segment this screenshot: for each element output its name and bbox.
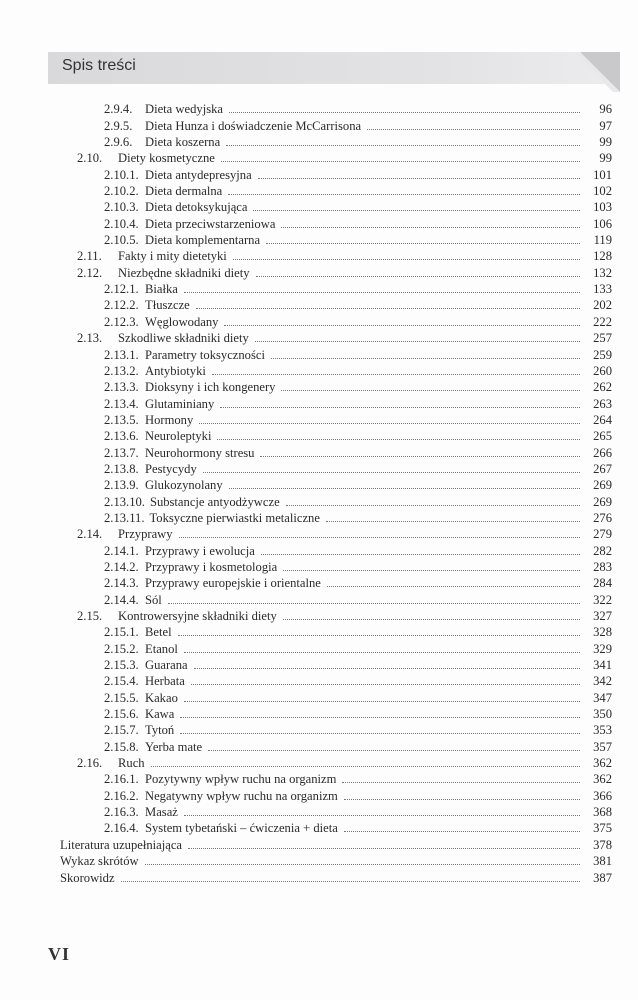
toc-entry-page: 322 [593, 592, 612, 607]
toc-entry [60, 786, 612, 802]
toc-dot-leader [342, 781, 580, 783]
toc-entry [60, 263, 612, 279]
toc-entry-number: 2.13.8. [104, 461, 139, 476]
toc-entry [60, 247, 612, 263]
toc-dot-leader [327, 585, 580, 587]
toc-entry [60, 149, 612, 165]
toc-dot-leader [224, 324, 580, 326]
toc-entry-number: 2.13.11. [104, 510, 145, 525]
toc-dot-leader [228, 193, 580, 195]
toc-entry-number: 2.16. [77, 756, 103, 771]
toc-entry-number: 2.12. [77, 265, 103, 280]
toc-entry-page: 97 [599, 118, 612, 133]
toc-entry-number: 2.16.4. [104, 821, 139, 836]
toc-entry-title: Tytoń [145, 723, 175, 738]
toc-entry-page: 132 [593, 265, 612, 280]
toc-dot-leader [344, 798, 580, 800]
toc-dot-leader [203, 471, 580, 473]
toc-entry-number: 2.15.7. [104, 723, 139, 738]
toc-entry-title: Kontrowersyjne składniki diety [118, 609, 277, 623]
toc-entry-title: Substancje antyodżywcze [149, 494, 280, 509]
toc-entry-number: 2.13.7. [104, 445, 139, 460]
page-header-title: Spis treści [62, 57, 136, 74]
toc-entry-title: Dieta komplementarna [145, 233, 261, 248]
toc-dot-leader [258, 177, 580, 179]
toc-entry-title: Pestycydy [145, 461, 197, 476]
toc-entry-page: 259 [593, 347, 612, 362]
toc-entry [60, 312, 612, 328]
toc-dot-leader [212, 373, 580, 375]
toc-dot-leader [188, 847, 580, 849]
toc-dot-leader [221, 160, 580, 162]
toc-entry-number: 2.9.6. [104, 135, 133, 150]
toc-entry-title: Neuroleptyki [145, 429, 212, 444]
toc-dot-leader [261, 553, 580, 555]
toc-entry-number: 2.13. [77, 331, 103, 346]
toc-entry-number: 2.13.3. [104, 380, 139, 395]
toc-entry-number: 2.15. [77, 609, 103, 623]
toc-entry-title: Neurohormony stresu [145, 445, 255, 460]
toc-dot-leader [233, 258, 580, 260]
toc-entry-number: 2.11. [77, 249, 102, 264]
toc-entry-title: Kakao [145, 690, 178, 705]
toc-entry-title: Betel [145, 625, 172, 640]
toc-entry [60, 541, 612, 557]
toc-entry-page: 222 [593, 314, 612, 329]
toc-entry-page: 99 [599, 151, 612, 166]
toc-entry-page: 128 [593, 249, 612, 264]
toc-entry [60, 509, 612, 525]
toc-dot-leader [281, 389, 580, 391]
toc-entry-title: Przyprawy i ewolucja [145, 543, 255, 558]
toc-dot-leader [180, 732, 580, 734]
toc-dot-leader [217, 438, 580, 440]
toc-entry [60, 100, 612, 116]
toc-entry-title: System tybetański – ćwiczenia + dieta [145, 821, 338, 836]
toc-entry-number: 2.16.1. [104, 772, 139, 787]
toc-dot-leader [286, 504, 580, 506]
toc-entry-title: Dieta dermalna [145, 184, 223, 199]
table-of-contents [60, 100, 612, 885]
toc-entry-page: 283 [593, 559, 612, 574]
toc-entry-number: 2.10. [77, 151, 103, 166]
toc-entry-page: 341 [593, 658, 612, 673]
toc-dot-leader [184, 700, 580, 702]
toc-entry [60, 394, 612, 410]
toc-entry-number: 2.13.1. [104, 347, 139, 362]
toc-entry-page: 329 [593, 641, 612, 656]
toc-entry [60, 492, 612, 508]
toc-entry [60, 411, 612, 427]
toc-entry-page: 375 [593, 821, 612, 836]
toc-entry-number: 2.13.10. [104, 494, 145, 509]
toc-entry-page: 350 [593, 707, 612, 722]
toc-entry [60, 558, 612, 574]
toc-entry-number: 2.15.5. [104, 690, 139, 705]
toc-entry [60, 574, 612, 590]
toc-dot-leader [281, 226, 580, 228]
toc-dot-leader [283, 618, 580, 620]
toc-entry [60, 329, 612, 345]
toc-entry [60, 525, 612, 541]
toc-dot-leader [184, 814, 580, 816]
toc-entry-title: Fakty i mity dietetyki [118, 249, 227, 264]
toc-entry-page: 96 [599, 102, 612, 117]
toc-entry-number: 2.10.3. [104, 200, 139, 215]
toc-entry-page: 99 [599, 135, 612, 150]
toc-entry-title: Przyprawy [118, 527, 173, 542]
toc-entry-title: Dieta Hunza i doświadczenie McCarrisona [145, 118, 362, 133]
toc-dot-leader [145, 863, 580, 865]
toc-entry-number: 2.14.4. [104, 592, 139, 607]
toc-entry-number: 2.12.1. [104, 282, 139, 297]
toc-dot-leader [271, 357, 580, 359]
toc-entry-number: 2.15.6. [104, 707, 139, 722]
toc-entry [60, 688, 612, 704]
toc-entry-number: 2.16.3. [104, 805, 139, 820]
toc-dot-leader [184, 291, 580, 293]
toc-entry-title: Skorowidz [60, 870, 115, 885]
toc-entry-page: 353 [593, 723, 612, 738]
toc-entry-page: 362 [593, 772, 612, 787]
toc-entry-page: 284 [593, 576, 612, 591]
toc-entry-title: Pozytywny wpływ ruchu na organizm [145, 772, 337, 787]
toc-entry [60, 737, 612, 753]
toc-entry-page: 101 [593, 167, 612, 182]
toc-entry-number: 2.13.4. [104, 396, 139, 411]
toc-entry-page: 327 [593, 609, 612, 623]
toc-entry-page: 368 [593, 805, 612, 820]
toc-entry-number: 2.14.1. [104, 543, 139, 558]
toc-entry-title: Antybiotyki [145, 363, 206, 378]
toc-entry [60, 133, 612, 149]
toc-entry-page: 257 [593, 331, 612, 346]
toc-dot-leader [184, 651, 580, 653]
toc-entry-number: 2.15.3. [104, 658, 139, 673]
toc-entry-page: 282 [593, 543, 612, 558]
toc-entry [60, 672, 612, 688]
toc-entry-number: 2.13.5. [104, 412, 139, 427]
toc-dot-leader [367, 128, 580, 130]
toc-entry [60, 116, 612, 132]
toc-entry-title: Literatura uzupełniająca [60, 837, 183, 852]
toc-entry-number: 2.16.2. [104, 788, 139, 803]
toc-entry-number: 2.13.6. [104, 429, 139, 444]
toc-entry-number: 2.15.8. [104, 739, 139, 754]
toc-dot-leader [253, 209, 580, 211]
toc-dot-leader [180, 716, 580, 718]
toc-dot-leader [255, 340, 580, 342]
toc-entry-title: Niezbędne składniki diety [118, 265, 250, 280]
toc-entry [60, 443, 612, 459]
toc-entry-number: 2.14. [77, 527, 103, 542]
toc-entry-title: Ruch [118, 756, 145, 771]
toc-entry-title: Masaż [145, 805, 178, 820]
toc-entry-title: Kawa [145, 707, 175, 722]
toc-dot-leader [326, 520, 580, 522]
toc-dot-leader [266, 242, 580, 244]
toc-entry-page: 133 [593, 282, 612, 297]
toc-entry-title: Przyprawy europejskie i orientalne [145, 576, 321, 591]
toc-entry-title: Yerba mate [145, 739, 203, 754]
toc-dot-leader [178, 634, 580, 636]
toc-entry-page: 103 [593, 200, 612, 215]
toc-entry-page: 347 [593, 690, 612, 705]
toc-entry [60, 280, 612, 296]
toc-dot-leader [226, 144, 580, 146]
toc-entry-page: 260 [593, 363, 612, 378]
toc-entry-page: 366 [593, 788, 612, 803]
toc-entry-number: 2.15.4. [104, 674, 139, 689]
toc-entry-page: 262 [593, 380, 612, 395]
corner-fold-decoration [580, 52, 620, 92]
toc-entry-number: 2.10.2. [104, 184, 139, 199]
toc-entry-number: 2.10.5. [104, 233, 139, 248]
toc-entry-number: 2.15.1. [104, 625, 139, 640]
toc-entry-page: 202 [593, 298, 612, 313]
toc-entry-page: 263 [593, 396, 612, 411]
toc-entry-title: Dieta antydepresyjna [145, 167, 252, 182]
toc-entry [60, 182, 612, 198]
toc-entry-title: Glukozynolany [145, 478, 223, 493]
toc-entry-number: 2.14.2. [104, 559, 139, 574]
toc-entry [60, 231, 612, 247]
toc-entry [60, 852, 612, 868]
toc-entry-title: Białka [145, 282, 178, 297]
toc-entry-number: 2.13.2. [104, 363, 139, 378]
toc-entry-title: Dieta detoksykująca [145, 200, 248, 215]
toc-dot-leader [229, 111, 580, 113]
toc-entry-title: Toksyczne pierwiastki metaliczne [149, 510, 320, 525]
page-number: VI [48, 944, 71, 964]
toc-entry-page: 119 [593, 233, 612, 248]
toc-entry-number: 2.12.3. [104, 314, 139, 329]
toc-entry-page: 328 [593, 625, 612, 640]
toc-entry-title: Sól [145, 592, 162, 607]
toc-dot-leader [194, 667, 580, 669]
toc-entry-title: Węglowodany [145, 314, 219, 329]
toc-dot-leader [208, 749, 580, 751]
toc-entry-page: 265 [593, 429, 612, 444]
toc-entry [60, 705, 612, 721]
toc-entry-page: 378 [593, 837, 612, 852]
toc-entry-page: 269 [593, 494, 612, 509]
toc-entry-title: Glutaminiany [145, 396, 215, 411]
toc-entry-number: 2.14.3. [104, 576, 139, 591]
toc-entry-title: Parametry toksyczności [145, 347, 265, 362]
toc-entry-title: Hormony [145, 412, 194, 427]
toc-dot-leader [179, 536, 580, 538]
toc-entry-title: Dieta koszerna [145, 135, 221, 150]
toc-entry [60, 460, 612, 476]
toc-dot-leader [121, 880, 580, 882]
toc-entry [60, 656, 612, 672]
toc-entry-number: 2.9.5. [104, 118, 133, 133]
toc-entry [60, 165, 612, 181]
toc-entry-page: 266 [593, 445, 612, 460]
toc-entry [60, 198, 612, 214]
toc-entry-page: 269 [593, 478, 612, 493]
toc-entry-page: 106 [593, 216, 612, 231]
toc-entry-number: 2.12.2. [104, 298, 139, 313]
toc-entry-number: 2.13.9. [104, 478, 139, 493]
toc-entry-title: Dieta przeciwstarzeniowa [145, 216, 276, 231]
toc-entry-page: 342 [593, 674, 612, 689]
toc-entry [60, 214, 612, 230]
toc-entry [60, 803, 612, 819]
toc-entry-title: Etanol [145, 641, 178, 656]
toc-entry [60, 345, 612, 361]
toc-entry-title: Przyprawy i kosmetologia [145, 559, 278, 574]
toc-dot-leader [199, 422, 580, 424]
toc-dot-leader [191, 683, 580, 685]
toc-entry [60, 639, 612, 655]
toc-entry-page: 276 [593, 510, 612, 525]
toc-entry [60, 607, 612, 623]
toc-entry [60, 754, 612, 770]
toc-entry [60, 868, 612, 884]
toc-entry-title: Tłuszcze [145, 298, 190, 313]
toc-entry-title: Dioksyny i ich kongenery [145, 380, 276, 395]
toc-entry-title: Dieta wedyjska [145, 102, 223, 117]
toc-entry [60, 476, 612, 492]
toc-entry [60, 770, 612, 786]
toc-dot-leader [196, 307, 580, 309]
toc-entry [60, 590, 612, 606]
toc-entry [60, 835, 612, 851]
toc-entry-number: 2.10.4. [104, 216, 139, 231]
toc-entry-page: 381 [593, 854, 612, 869]
toc-entry [60, 378, 612, 394]
toc-entry-page: 357 [593, 739, 612, 754]
toc-entry [60, 623, 612, 639]
toc-dot-leader [344, 830, 580, 832]
toc-entry-title: Szkodliwe składniki diety [118, 331, 249, 346]
toc-entry-number: 2.9.4. [104, 102, 133, 117]
toc-entry [60, 427, 612, 443]
toc-dot-leader [229, 487, 580, 489]
toc-dot-leader [151, 765, 580, 767]
toc-entry-title: Negatywny wpływ ruchu na organizm [145, 788, 338, 803]
toc-entry-title: Guarana [145, 658, 188, 673]
toc-entry-title: Diety kosmetyczne [118, 151, 215, 166]
toc-entry [60, 296, 612, 312]
toc-entry-title: Herbata [145, 674, 185, 689]
toc-entry-page: 267 [593, 461, 612, 476]
toc-dot-leader [283, 569, 580, 571]
toc-entry-title: Wykaz skrótów [60, 854, 139, 869]
toc-dot-leader [220, 406, 580, 408]
toc-entry [60, 362, 612, 378]
toc-dot-leader [256, 275, 581, 277]
toc-entry-page: 279 [593, 527, 612, 542]
toc-entry [60, 721, 612, 737]
toc-entry-page: 264 [593, 412, 612, 427]
toc-dot-leader [260, 455, 580, 457]
toc-entry-page: 362 [593, 756, 612, 771]
toc-entry-number: 2.15.2. [104, 641, 139, 656]
toc-entry-number: 2.10.1. [104, 167, 139, 182]
toc-dot-leader [168, 602, 580, 604]
toc-entry-page: 387 [593, 870, 612, 885]
toc-entry-page: 102 [593, 184, 612, 199]
toc-entry [60, 819, 612, 835]
